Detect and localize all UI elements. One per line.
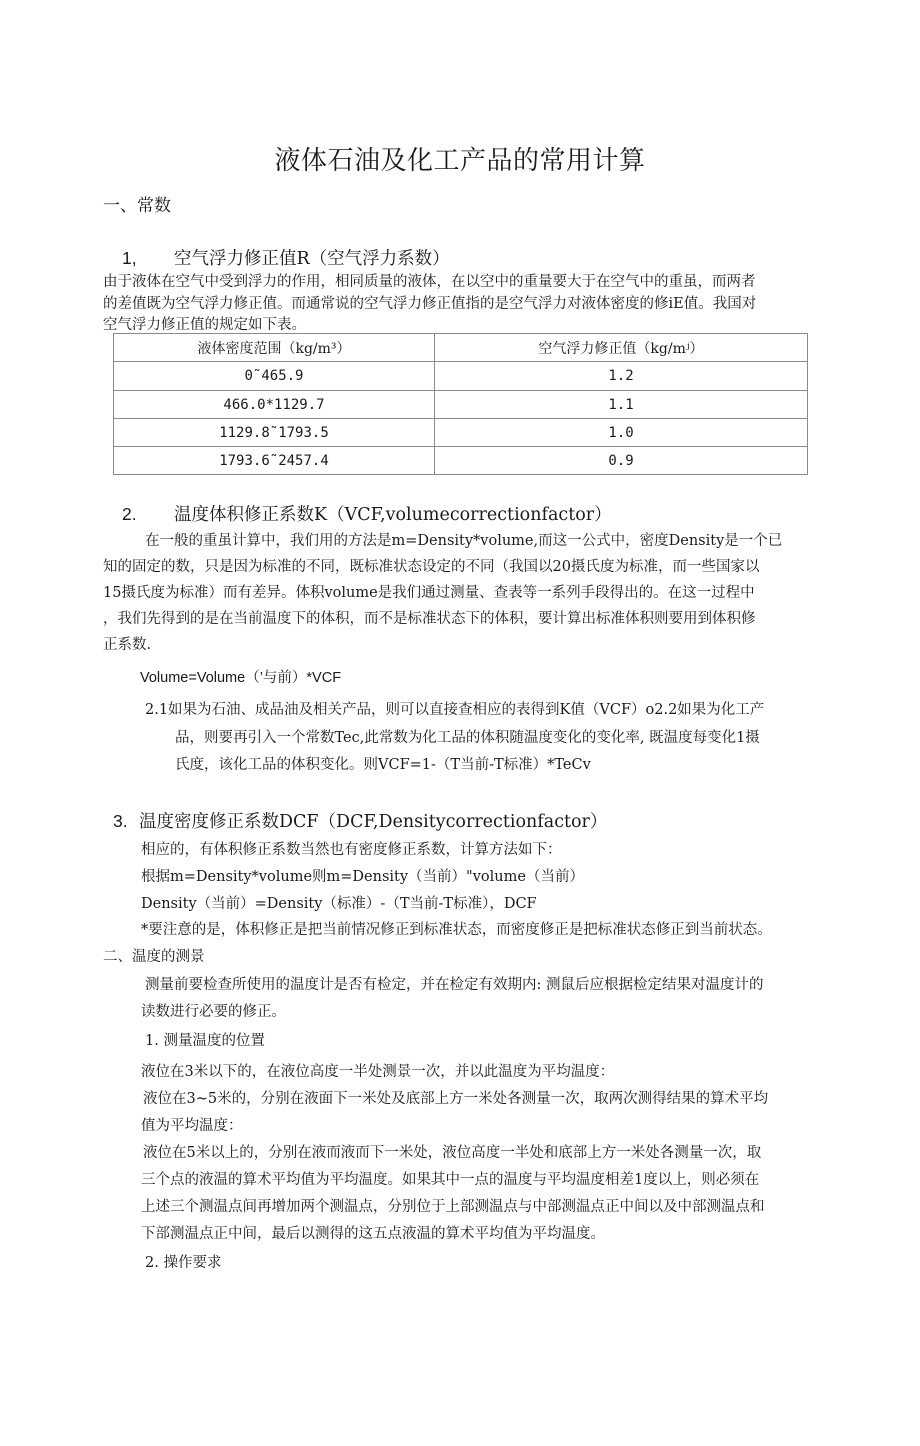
subsection-number: 3. (113, 811, 128, 831)
note-line: 氏度，该化工品的体积变化。则VCF=1-（T当前-T标准）*TeCv (175, 757, 591, 773)
table-cell: 1793.6˜2457.4 (114, 447, 435, 475)
vcf-formula: Volume=Volume（’与前）*VCF (140, 670, 342, 686)
paragraph-line: 值为平均温度： (141, 1118, 243, 1134)
buoyancy-correction-table (113, 333, 808, 475)
table-cell: 1.0 (435, 419, 808, 447)
note-line: 品，则要再引入一个常数Tec,此常数为化工品的体积随温度变化的变化率, 既温度每变化1摄 (175, 730, 760, 746)
table-cell: 1129.8˜1793.5 (114, 419, 435, 447)
paragraph-line: 的差值既为空气浮力修正值。而通常说的空气浮力修正值指的是空气浮力对液体密度的修iE值。我国对 (103, 296, 757, 312)
paragraph-line: 在一般的重虽计算中，我们用的方法是m=Density*volume,而这一公式中，密度Density是一个已 (145, 533, 783, 549)
table-cell: 0.9 (435, 447, 808, 475)
section-heading-temperature-measurement: 二、温度的测景 (103, 949, 205, 965)
paragraph-line: 读数进行必要的修正。 (141, 1004, 286, 1020)
table-header-density-range: 液体密度范围（kg/m³） (114, 334, 435, 362)
paragraph-line: 三个点的液温的算术平均值为平均温度。如果其中一点的温度与平均温度相差1度以上，则必须在 (141, 1172, 760, 1188)
paragraph-line: 下部测温点正中间，最后以测得的这五点液温的算术平均值为平均温度。 (141, 1226, 605, 1242)
paragraph-line: 由于液体在空气中受到浮力的作用，相同质量的液体，在以空中的重量要大于在空气中的重虽，而两者 (103, 274, 756, 290)
section-heading-constants: 一、常数 (103, 196, 171, 216)
paragraph-line: 正系数. (103, 637, 152, 653)
subsection-number: 1, (122, 248, 137, 268)
paragraph-line: 液位在5米以上的，分别在液而液而下一米处，液位高度一半处和底部上方一米处各测量一次，取 (143, 1145, 762, 1161)
paragraph-line: 液位在3~5米的，分别在液面下一米处及底部上方一米处各测量一次，取两次测得结果的算术平均 (143, 1091, 769, 1107)
subsection-heading-measurement-position: 1. 测量温度的位置 (145, 1033, 265, 1049)
paragraph-line: 知的固定的数，只是因为标准的不同，既标准状态设定的不同（我国以20摄氏度为标准，而一些国家以 (103, 559, 760, 575)
subsection-title: 空气浮力修正值R（空气浮力系数） (174, 249, 450, 269)
subsection-title: 温度密度修正系数DCF（DCF,Densitycorrectionfactor） (139, 812, 608, 832)
table-cell: 1.2 (435, 362, 808, 391)
page-title: 液体石油及化工产品的常用计算 (274, 146, 646, 176)
table-row (114, 391, 808, 419)
paragraph-line: 相应的，有体积修正系数当然也有密度修正系数，计算方法如下： (141, 842, 562, 858)
table-header-correction-value: 空气浮力修正值（kg/mʲ） (435, 334, 808, 362)
subsection-1-heading (122, 245, 450, 270)
subsection-2-heading (122, 501, 612, 526)
note-line: 2.1如果为石油、成品油及相关产品，则可以直接查相应的表得到K值（VCF）o2.2如果为化工产 (145, 702, 765, 718)
paragraph-line: 15摄氏度为标准）而有差异。体积volume是我们通过测量、查表等一系列手段得出的。在这一过程中 (103, 585, 755, 601)
table-row (114, 419, 808, 447)
subsection-number: 2. (122, 504, 137, 524)
table-row (114, 447, 808, 475)
paragraph-line: ，我们先得到的是在当前温度下的体积，而不是标准状态下的体积，要计算出标准体积则要用到体积修 (103, 611, 756, 627)
subsection-3-heading (113, 808, 607, 833)
table-row (114, 362, 808, 391)
table-cell: 1.1 (435, 391, 808, 419)
paragraph-line: 上述三个测温点间再增加两个测温点，分别位于上部测温点与中部测温点正中间以及中部测温点和 (141, 1199, 765, 1215)
paragraph-line: Density（当前）=Density（标准）-（T当前-T标准），DCF (141, 896, 537, 912)
paragraph-line: 空气浮力修正值的规定如下表。 (103, 317, 306, 333)
dcf-note: *要注意的是，体积修正是把当前情况修正到标准状态，而密度修正是把标准状态修正到当前状态。 (141, 922, 772, 938)
paragraph-line: 测量前要检查所使用的温度计是否有检定，并在检定有效期内: 测鼠后应根据检定结果对温度计的 (145, 977, 764, 993)
paragraph-line: 液位在3米以下的，在液位高度一半处测景一次，并以此温度为平均温度： (141, 1064, 615, 1080)
paragraph-line: 根据m=Density*volume则m=Density（当前）"volume（当前） (141, 869, 584, 885)
table-cell: 466.0*1129.7 (114, 391, 435, 419)
subsection-heading-operation-requirements: 2. 操作要求 (145, 1255, 222, 1271)
table-cell: 0˜465.9 (114, 362, 435, 391)
subsection-title: 温度体积修正系数K（VCF,volumecorrectionfactor） (174, 505, 612, 525)
